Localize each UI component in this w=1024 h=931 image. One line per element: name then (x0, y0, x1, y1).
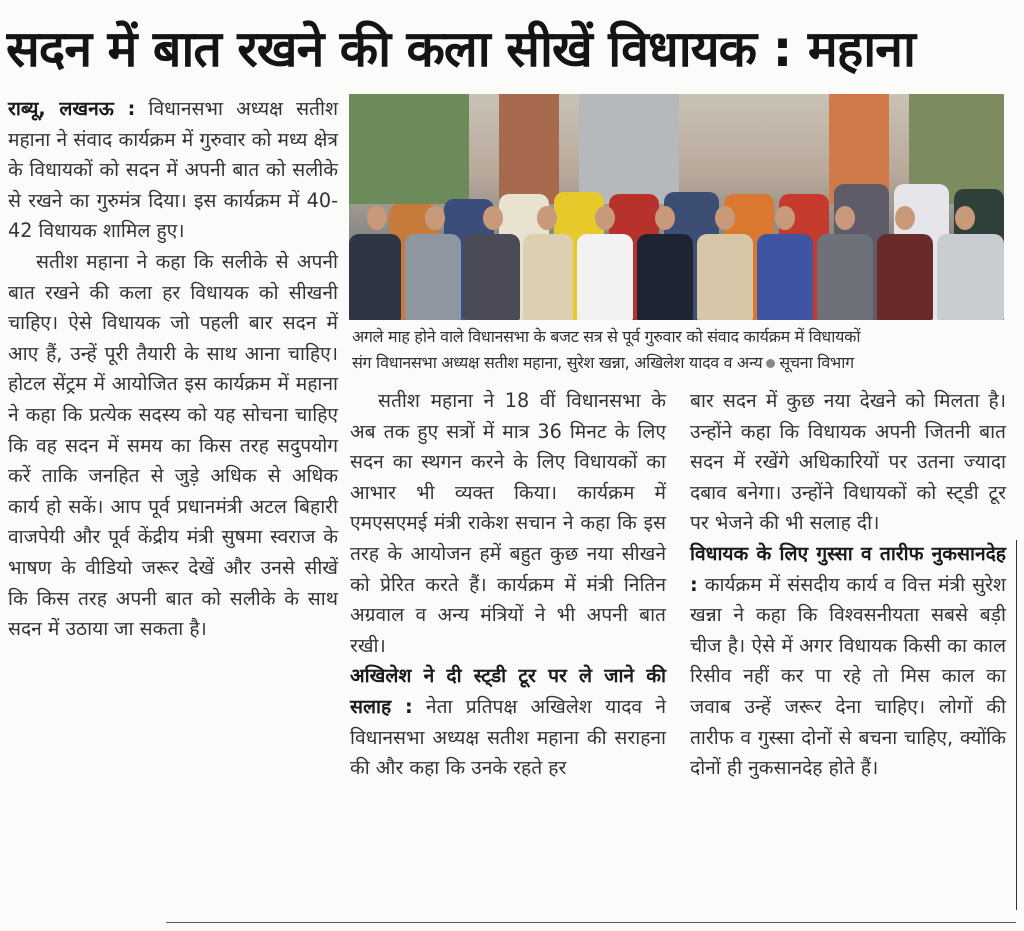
face (835, 206, 855, 230)
tree-foliage (349, 94, 469, 204)
building-wall (499, 94, 559, 204)
person-seated (523, 234, 573, 320)
building-window (579, 94, 679, 204)
face (775, 206, 795, 230)
face (895, 206, 915, 230)
article-paragraph: सतीश महाना ने कहा कि सलीके से अपनी बात रखने की कला हर विधायक को सीखनी चाहिए। ऐसे विधायक जो पहली बार सदन में आए हैं, उन्हें पूरी तैयारी के साथ आना चाहिए। होटल सेंट्रम में आयोजित इस कार्यक्रम में महाना ने कहा कि प्रत्येक सदस्य को यह सोचना चाहिए कि वह सदन में समय का किस तरह सदुपयोग करें ताकि जनहित से जुड़े अधिक से अधिक कार्य हो सकें। आप पूर्व प्रधानमंत्री अटल बिहारी वाजपेयी और पूर्व केंद्रीय मंत्री सुषमा स्वराज के भाषण के वीडियो जरूर देखें और उनसे सीखें कि किस तरह अपनी बात को सलीके के साथ सदन में उठाया जा सकता है। (8, 249, 338, 641)
group-photo (349, 94, 1004, 320)
article-paragraph: सतीश महाना ने 18 वीं विधानसभा के अब तक हुए सत्रों में मात्र 36 मिनट के लिए सदन का स्थगन करने के लिए विधायकों का आभार भी व्यक्त किया। कार्यक्रम में एमएसएमई मंत्री राकेश सचान ने कहा कि इस तरह के आयोजन हमें बहुत कुछ नया सीखने को प्रेरित करते हैं। कार्यक्रम में मंत्री नितिन अग्रवाल व अन्य मंत्रियों ने भी अपनी बात रखी। (350, 389, 666, 657)
person-seated (877, 234, 933, 320)
bottom-rule (166, 922, 1016, 923)
person-seated (757, 234, 813, 320)
article-column-3 (690, 386, 1006, 784)
article-lead-paragraph: राब्यू, लखनऊ : विधानसभा अध्यक्ष सतीश महाना ने संवाद कार्यक्रम में गुरुवार को मध्य क्षेत्र के विधायकों को सदन में अपनी बात को सलीके से रखने का गुरुमंत्र दिया। इस कार्यक्रम में 40-42 विधायक शामिल हुए। (8, 97, 338, 243)
person-seated (697, 234, 753, 320)
dateline: राब्यू, लखनऊ : (8, 97, 136, 120)
caption-line-1: अगले माह होने वाले विधानसभा के बजट सत्र से पूर्व गुरुवार को संवाद कार्यक्रम में विधायकों (352, 327, 861, 346)
face (367, 206, 387, 230)
article-subsection: अखिलेश ने दी स्ट्डी टूर पर ले जाने की सलाह : नेता प्रतिपक्ष अखिलेश यादव ने विधानसभा अध्यक्ष सतीश महाना की सराहना की और कहा कि उनके रहते हर (350, 664, 666, 780)
face (955, 206, 975, 230)
photo-caption (352, 324, 1007, 376)
person-seated (464, 234, 520, 320)
headline: सदन में बात रखने की कला सीखें विधायक : महाना (6, 20, 915, 78)
person-seated (937, 234, 1004, 320)
person-seated (637, 234, 693, 320)
face (715, 206, 735, 230)
person-seated (405, 234, 461, 320)
face (537, 206, 557, 230)
person-seated (349, 234, 401, 320)
article-column-2 (350, 386, 666, 784)
column-rule (1016, 540, 1017, 910)
article-paragraph-continued: बार सदन में कुछ नया देखने को मिलता है। उन्होंने कहा कि विधायक अपनी जितनी बात सदन में रखेंगे अधिकारियों पर उतना ज्यादा दबाव बनेगा। उन्होंने विधायकों को स्ट्डी टूर पर भेजने की भी सलाह दी। (690, 389, 1006, 535)
bullet-icon (766, 359, 775, 368)
subheading-anger-praise: विधायक के लिए गुस्सा व तारीफ नुकसानदेह : (690, 541, 1006, 596)
face (483, 206, 503, 230)
face (595, 206, 615, 230)
face (655, 206, 675, 230)
subheading-akhilesh: अखिलेश ने दी स्ट्डी टूर पर ले जाने की सलाह : (350, 664, 666, 718)
article-subsection: विधायक के लिए गुस्सा व तारीफ नुकसानदेह : कार्यक्रम में संसदीय कार्य व वित्त मंत्री सुरेश खन्ना ने कहा कि विश्वसनीयता सबसे बड़ी चीज है। ऐसे में अगर विधायक किसी का काल रिसीव नहीं कर पा रहे तो मिस काल का जवाब उन्हें जरूर देना चाहिए। लोगों की तारीफ व गुस्सा दोनों से बचना चाहिए, क्योंकि दोनों ही नुकसानदेह होते हैं। (690, 541, 1006, 780)
person-seated (577, 234, 633, 320)
person-seated (817, 234, 873, 320)
caption-line-2: संग विधानसभा अध्यक्ष सतीश महाना, सुरेश खन्ना, अखिलेश यादव व अन्य सूचना विभाग (352, 353, 854, 372)
face (425, 206, 445, 230)
photo-credit: सूचना विभाग (779, 353, 854, 372)
article-column-1 (8, 94, 338, 645)
